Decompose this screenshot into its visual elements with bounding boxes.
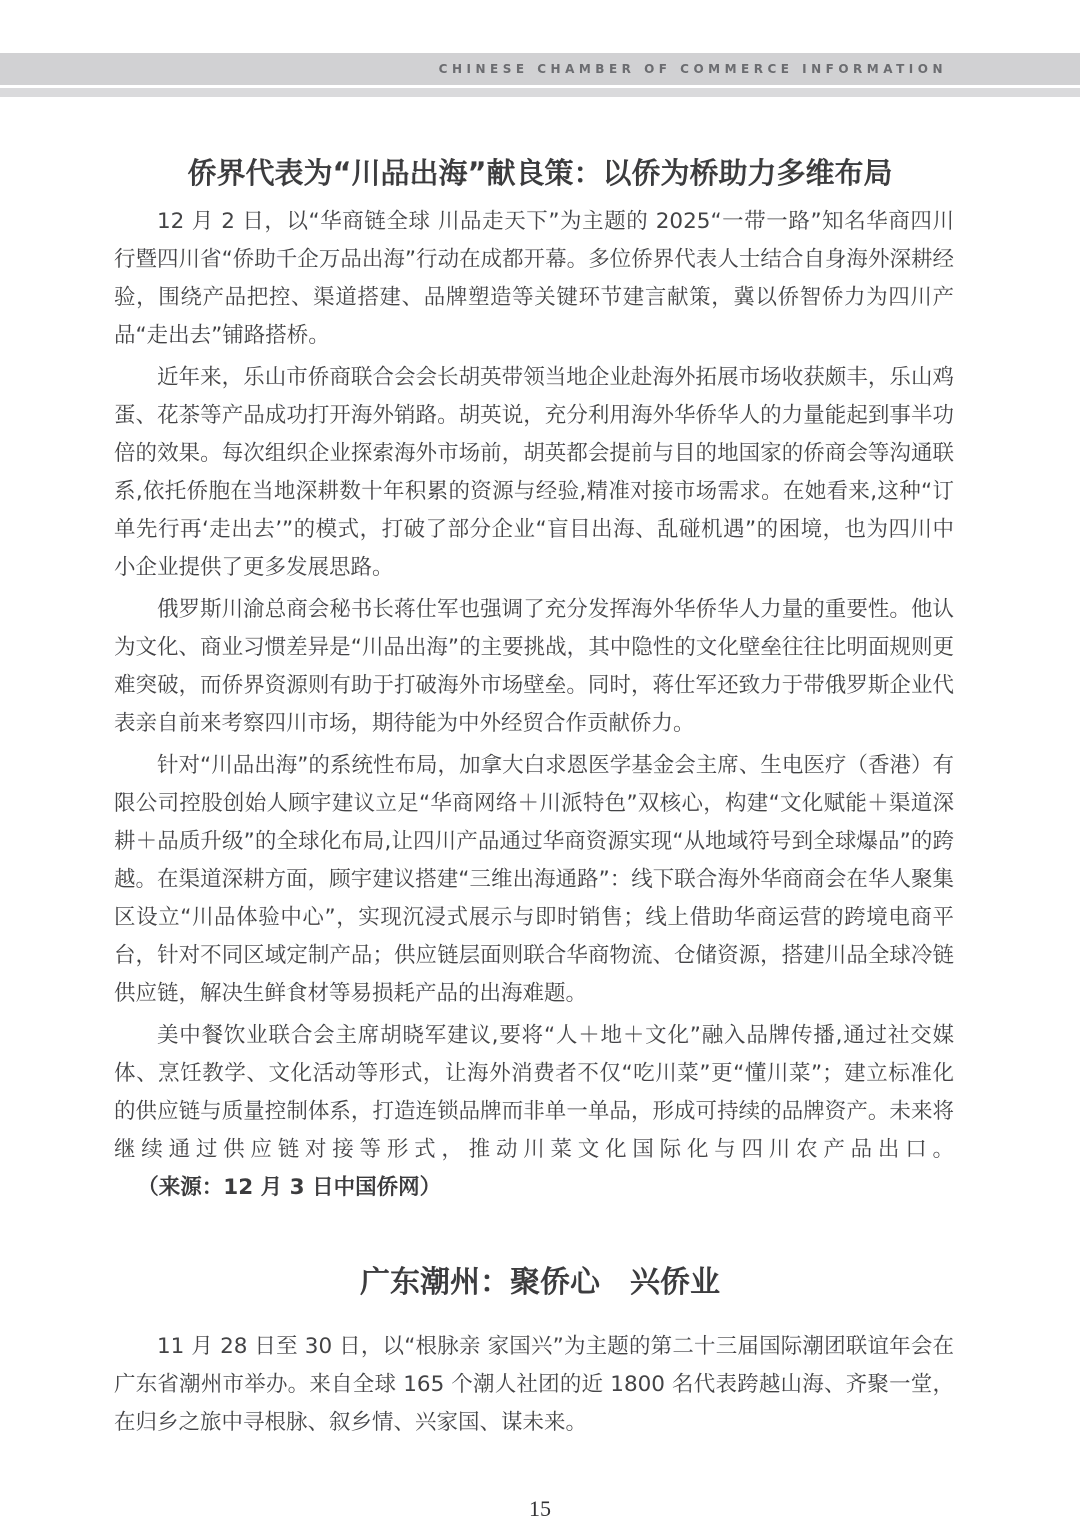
header-rule — [0, 88, 1080, 97]
article2-body — [114, 1328, 954, 1442]
article1-source-note: （来源：12 月 3 日中国侨网） — [148, 1175, 442, 1200]
header-banner-text: CHINESE CHAMBER OF COMMERCE INFORMATION — [438, 62, 947, 76]
article1-paragraph-2: 近年来，乐山市侨商联合会会长胡英带领当地企业赴海外拓展市场收获颇丰，乐山鸡蛋、花茶等产品成功打开海外销路。胡英说，充分利用海外华侨华人的力量能起到事半功倍的效果。每次组织企业探索海外市场前，胡英都会提前与目的地国家的侨商会等沟通联系,依托侨胞在当地深耕数十年积累的资源与经验,精准对接市场需求。在她看来,这种“订单先行再‘走出去’”的模式，打破了部分企业“盲目出海、乱碰机遇”的困境，也为四川中小企业提供了更多发展思路。 — [114, 365, 954, 580]
article1-paragraph-5 — [114, 1017, 954, 1207]
article1-paragraph-1: 12 月 2 日，以“华商链全球 川品走天下”为主题的 2025“一带一路”知名华商四川行暨四川省“侨助千企万品出海”行动在成都开幕。多位侨界代表人士结合自身海外深耕经验，围绕产品把控、渠道搭建、品牌塑造等关键环节建言献策，冀以侨智侨力为四川产品“走出去”铺路搭桥。 — [114, 209, 954, 348]
article1-paragraph-3: 俄罗斯川渝总商会秘书长蒋仕军也强调了充分发挥海外华侨华人力量的重要性。他认为文化、商业习惯差异是“川品出海”的主要挑战，其中隐性的文化壁垒往往比明面规则更难突破，而侨界资源则有助于打破海外市场壁垒。同时，蒋仕军还致力于带俄罗斯企业代表亲自前来考察四川市场，期待能为中外经贸合作贡献侨力。 — [114, 597, 954, 736]
article2-paragraph-1: 11 月 28 日至 30 日，以“根脉亲 家国兴”为主题的第二十三届国际潮团联谊年会在广东省潮州市举办。来自全球 165 个潮人社团的近 1800 名代表跨越山海、齐聚一堂，在归乡之旅中寻根脉、叙乡情、兴家国、谋未来。 — [114, 1334, 954, 1435]
page-number: 15 — [529, 1496, 551, 1521]
article2-title: 广东潮州：聚侨心 兴侨业 — [360, 1265, 720, 1300]
article1-paragraph-5-text: 美中餐饮业联合会主席胡晓军建议,要将“人＋地＋文化”融入品牌传播,通过社交媒体、烹饪教学、文化活动等形式，让海外消费者不仅“吃川菜”更“懂川菜”；建立标准化的供应链与质量控制体系，打造连锁品牌而非单一单品，形成可持续的品牌资产。未来将继续通过供应链对接等形式，推动川菜文化国际化与四川农产品出口。 — [114, 1023, 954, 1162]
article1-body — [114, 203, 954, 1207]
article1-paragraph-4: 针对“川品出海”的系统性布局，加拿大白求恩医学基金会主席、生电医疗（香港）有限公司控股创始人顾宇建议立足“华商网络＋川派特色”双核心，构建“文化赋能＋渠道深耕＋品质升级”的全球化布局,让四川产品通过华商资源实现“从地域符号到全球爆品”的跨越。在渠道深耕方面，顾宇建议搭建“三维出海通路”：线下联合海外华商商会在华人聚集区设立“川品体验中心”，实现沉浸式展示与即时销售；线上借助华商运营的跨境电商平台，针对不同区域定制产品；供应链层面则联合华商物流、仓储资源，搭建川品全球冷链供应链，解决生鲜食材等易损耗产品的出海难题。 — [114, 753, 954, 1006]
header-banner-bar — [0, 53, 1080, 85]
article1-title: 侨界代表为“川品出海”献良策：以侨为桥助力多维布局 — [187, 156, 893, 190]
